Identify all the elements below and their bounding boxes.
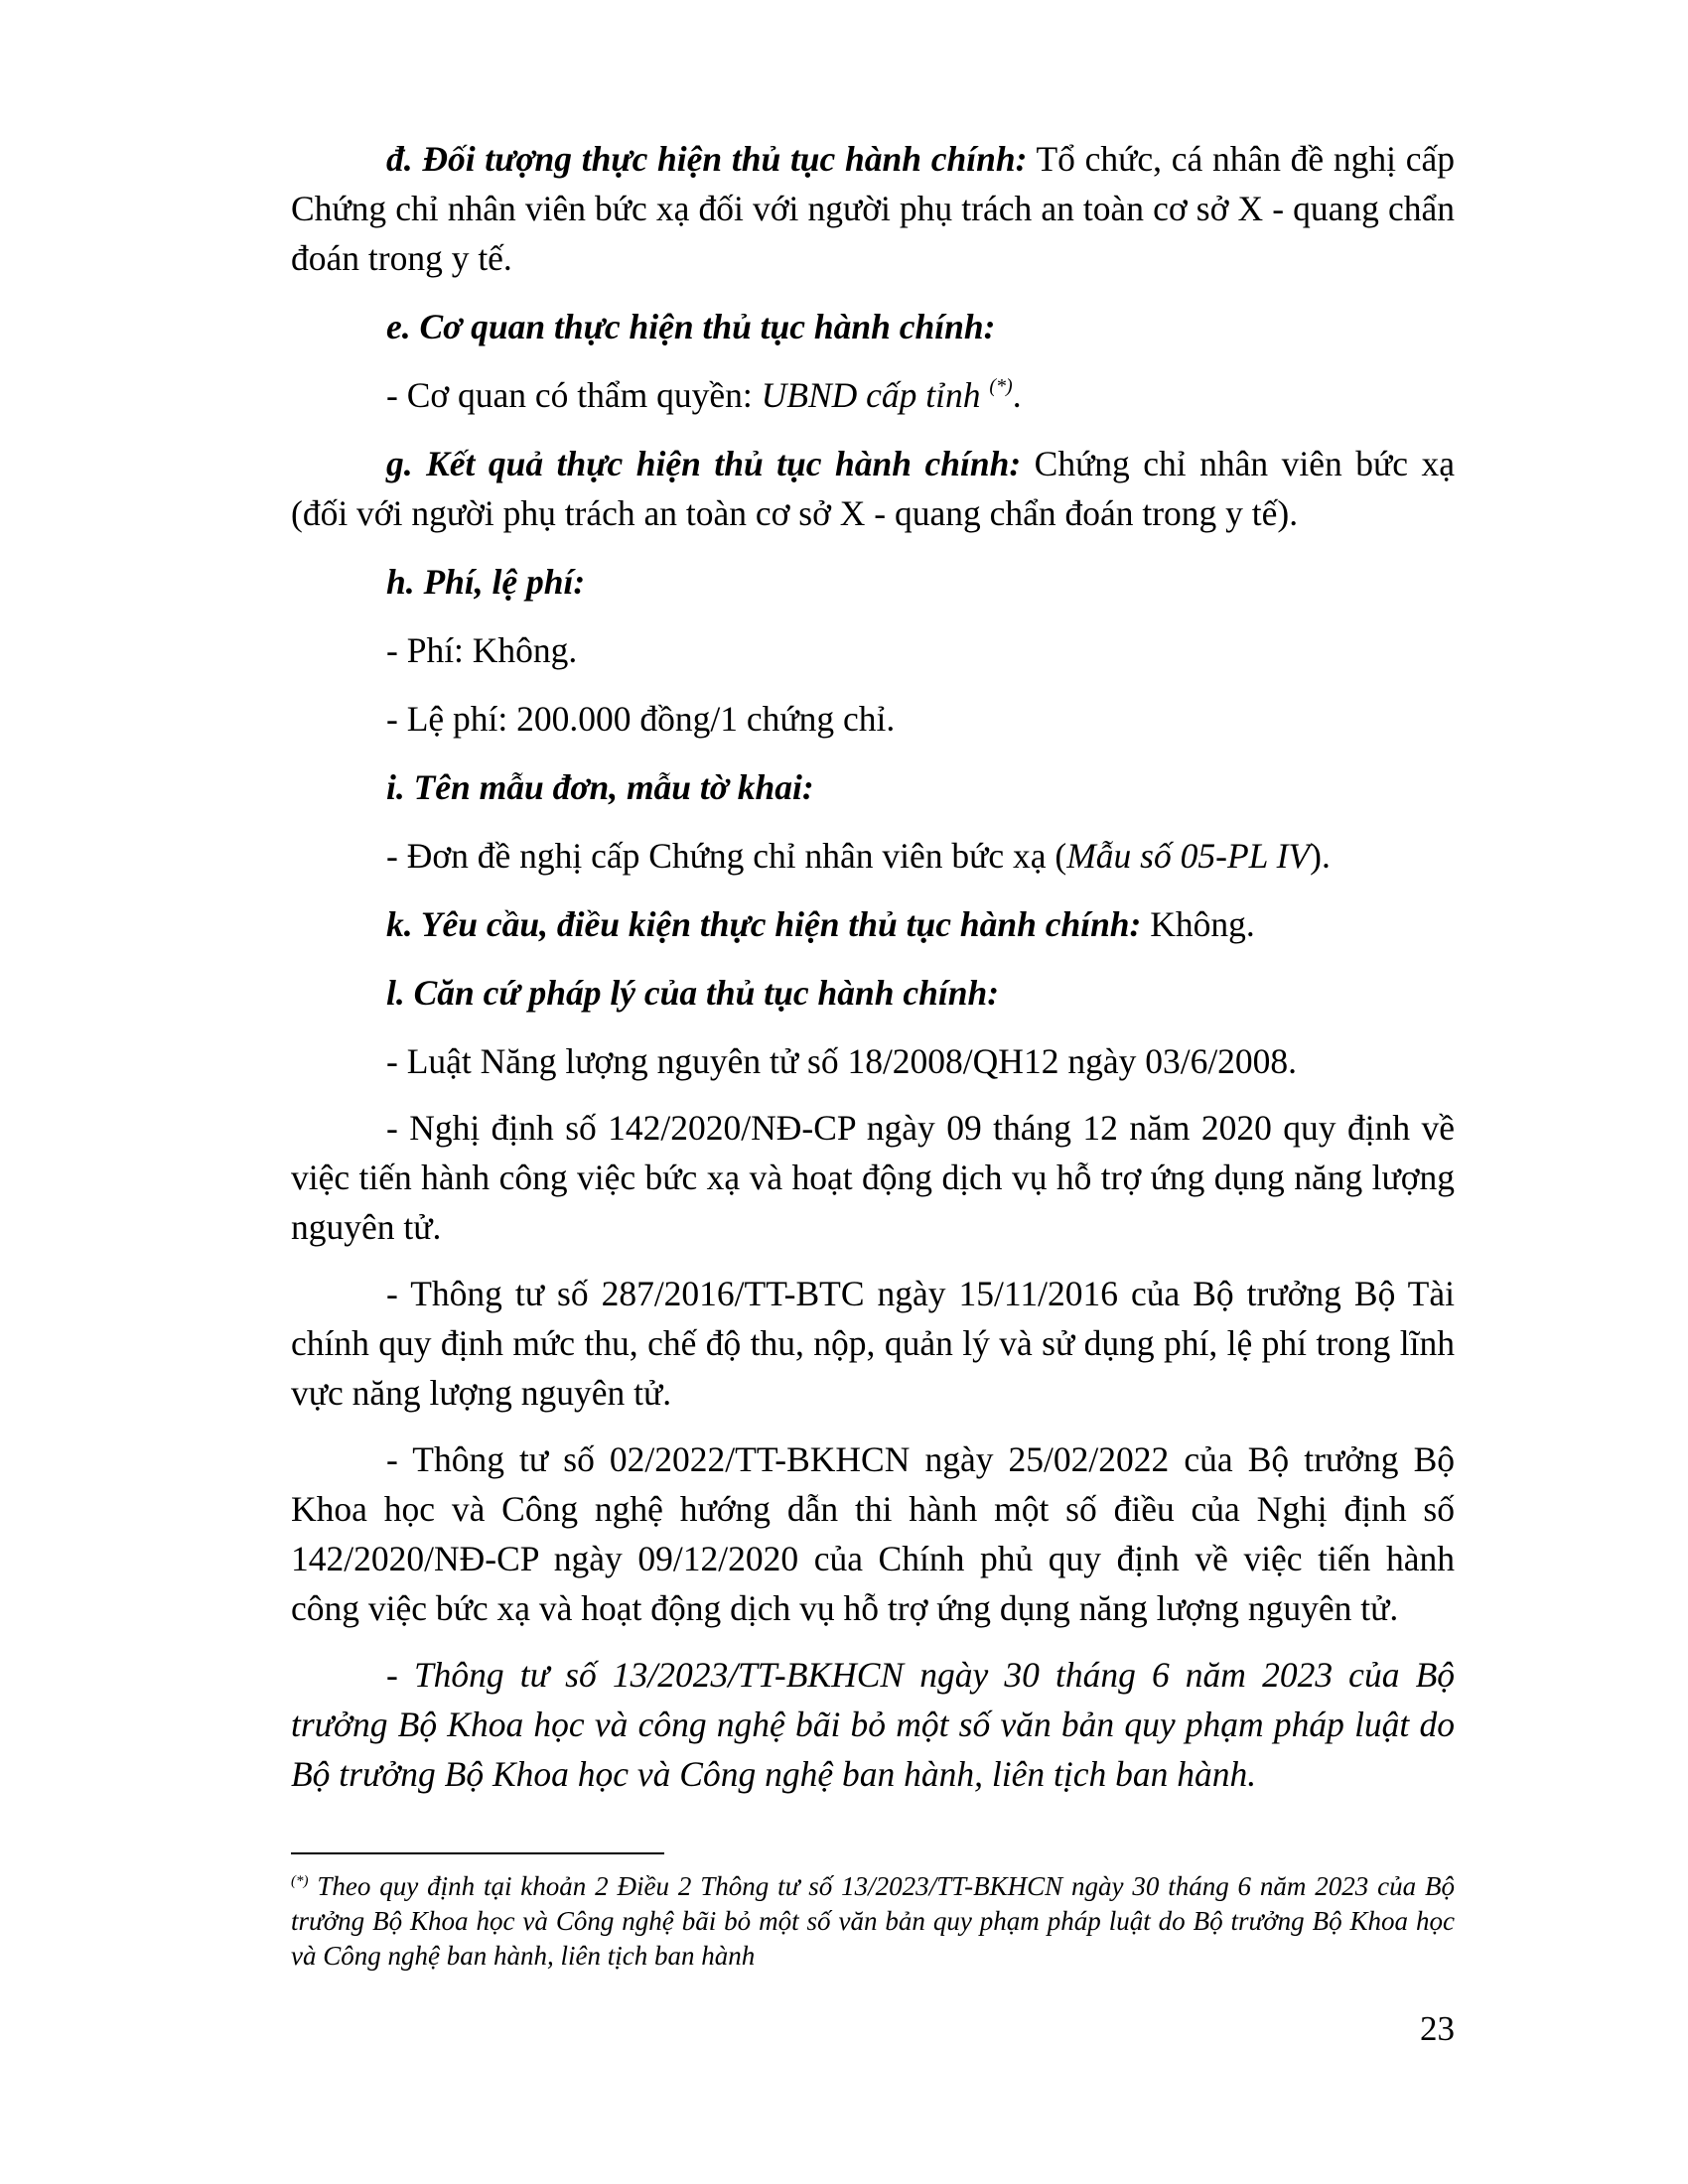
paragraph-text: - Cơ quan có thẩm quyền: (386, 375, 762, 415)
section-heading: đ. Đối tượng thực hiện thủ tục hành chính: (386, 139, 1028, 179)
competent-authority (291, 370, 1455, 420)
legal-basis-item: - Thông tư số 02/2022/TT-BKHCN ngày 25/02/2022 của Bộ trưởng Bộ Khoa học và Công nghệ hướng dẫn thi hành một số điều của Nghị định số 142/2020/NĐ-CP ngày 09/12/2020 của Chính phủ quy định về việc tiến hành công việc bức xạ và hoạt động dịch vụ hỗ trợ ứng dụng năng lượng nguyên tử. (291, 1439, 1455, 1628)
section-d-applicants (291, 134, 1455, 283)
section-i-heading (291, 762, 1455, 812)
section-heading: h. Phí, lệ phí: (386, 562, 586, 602)
charge-item: - Lệ phí: 200.000 đồng/1 chứng chỉ. (386, 699, 896, 739)
footnote (291, 1869, 1455, 1974)
legal-basis-item: - Thông tư số 13/2023/TT-BKHCN ngày 30 tháng 6 năm 2023 của Bộ trưởng Bộ Khoa học và công nghệ bãi bỏ một số văn bản quy phạm pháp luật do Bộ trưởng Bộ Khoa học và Công nghệ ban hành, liên tịch ban hành. (291, 1655, 1455, 1794)
section-heading: k. Yêu cầu, điều kiện thực hiện thủ tục hành chính: (386, 904, 1142, 944)
document-body (291, 134, 1455, 1799)
section-e-heading (291, 302, 1455, 351)
footnote-separator (291, 1852, 664, 1854)
paragraph-text: ). (1310, 836, 1331, 876)
paragraph-text: Tổ chức, cá nhân đề nghị cấp Chứng chỉ nhân viên bức xạ đối với người phụ trách an toàn cơ sở X - quang chẩn đoán trong y tế. (291, 139, 1456, 278)
legal-basis-item: - Luật Năng lượng nguyên tử số 18/2008/QH12 ngày 03/6/2008. (386, 1041, 1298, 1081)
form-name: Mẫu số 05-PL IV (1066, 836, 1311, 876)
section-heading: g. Kết quả thực hiện thủ tục hành chính: (386, 444, 1022, 483)
paragraph-text: . (1012, 375, 1022, 415)
paragraph-text: Không. (1141, 904, 1255, 944)
section-heading: l. Căn cứ pháp lý của thủ tục hành chính: (386, 973, 1000, 1013)
footnote-reference: (*) (989, 375, 1013, 397)
section-l-heading (291, 968, 1455, 1018)
section-heading: i. Tên mẫu đơn, mẫu tờ khai: (386, 767, 814, 807)
authority-name: UBND cấp tỉnh (761, 375, 981, 415)
section-k-requirements (291, 899, 1455, 949)
paragraph-text: Chứng chỉ nhân viên bức xạ (đối với người phụ trách an toàn cơ sở X - quang chẩn đoán trong y tế). (291, 444, 1455, 533)
application-form (291, 831, 1455, 881)
legal-basis-item: - Nghị định số 142/2020/NĐ-CP ngày 09 tháng 12 năm 2020 quy định về việc tiến hành công việc bức xạ và hoạt động dịch vụ hỗ trợ ứng dụng năng lượng nguyên tử. (291, 1108, 1455, 1247)
legal-basis-item: - Thông tư số 287/2016/TT-BTC ngày 15/11/2016 của Bộ trưởng Bộ Tài chính quy định mức thu, chế độ thu, nộp, quản lý và sử dụng phí, lệ phí trong lĩnh vực năng lượng nguyên tử. (291, 1274, 1455, 1413)
paragraph-text: - Đơn đề nghị cấp Chứng chỉ nhân viên bức xạ ( (386, 836, 1067, 876)
section-g-result (291, 439, 1455, 538)
footnote-mark: (*) (291, 1873, 309, 1889)
footnote-text: Theo quy định tại khoản 2 Điều 2 Thông tư số 13/2023/TT-BKHCN ngày 30 tháng 6 năm 2023 của Bộ trưởng Bộ Khoa học và Công nghệ bãi bỏ một số văn bản quy phạm pháp luật do Bộ trưởng Bộ Khoa học và Công nghệ ban hành, liên tịch ban hành (291, 1871, 1455, 1971)
fee-item: - Phí: Không. (386, 630, 578, 670)
page-number: 23 (1420, 2009, 1455, 2048)
section-h-heading (291, 557, 1455, 607)
section-heading: e. Cơ quan thực hiện thủ tục hành chính: (386, 307, 996, 346)
